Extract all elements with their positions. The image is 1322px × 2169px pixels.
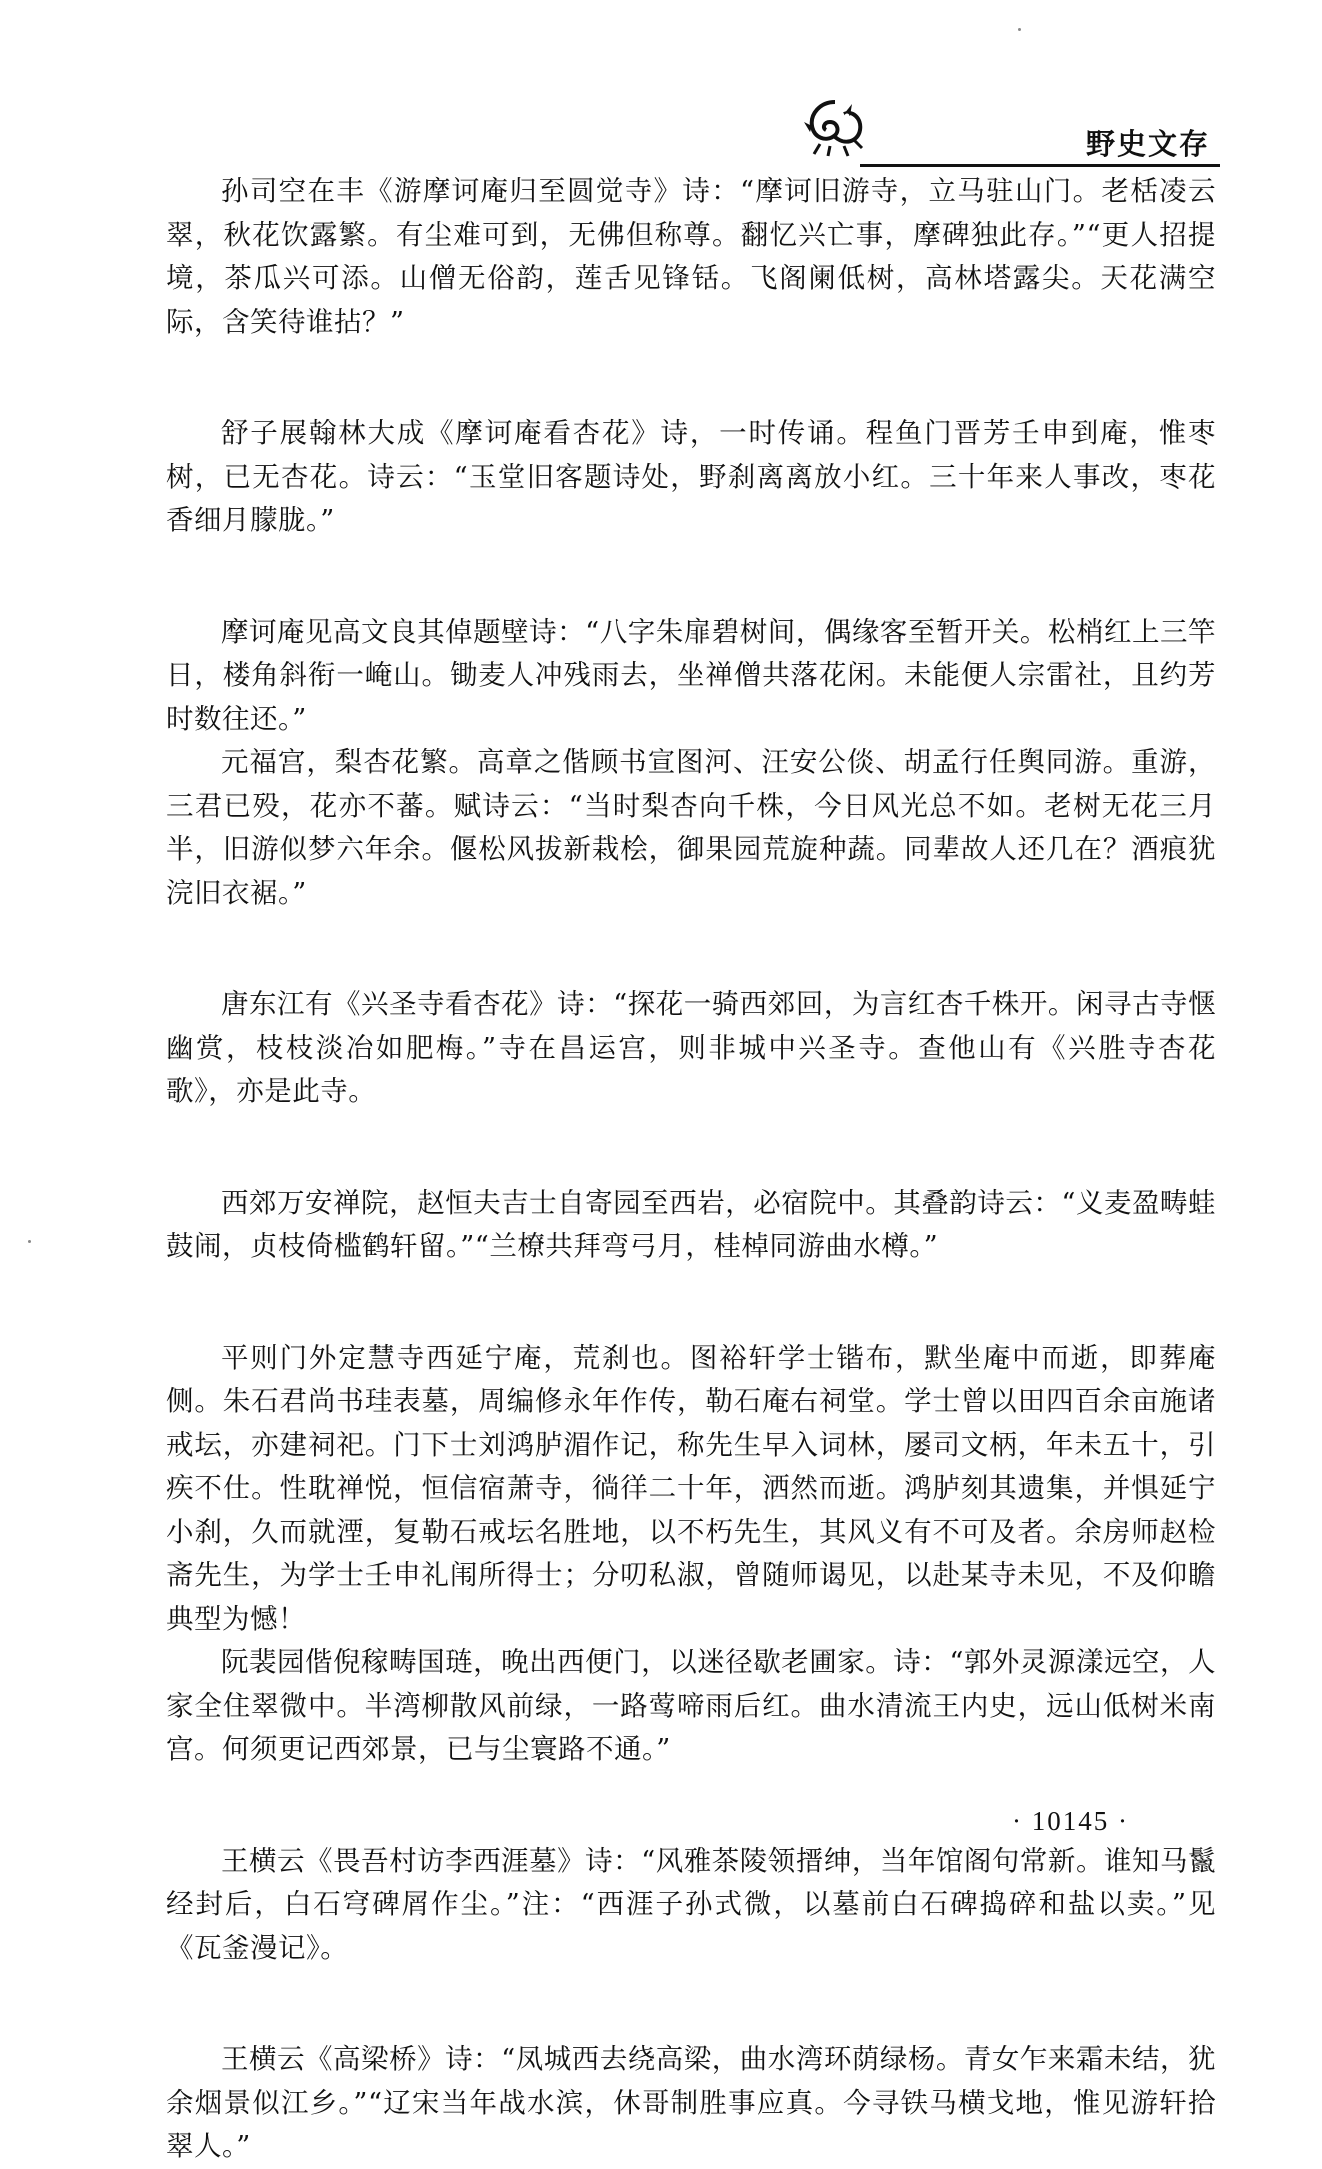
header-rule [860,164,1220,167]
paragraph: 元福宫，梨杏花繁。高章之偕顾书宣图河、汪安公倓、胡孟行任舆同游。重游，三君已殁，花亦不蕃。赋诗云：“当时梨杏向千株，今日风光总不如。老树无花三月半，旧游似梦六年余。偃松风拔新栽桧，御果园荒旋种蔬。同辈故人还几在？酒痕犹浣旧衣裾。” [166,746,1216,909]
main-text [166,170,1216,2169]
paragraph: 舒子展翰林大成《摩诃庵看杏花》诗，一时传诵。程鱼门晋芳壬申到庵，惟枣树，已无杏花。诗云：“玉堂旧客题诗处，野刹离离放小红。三十年来人事改，枣花香细月朦胧。” [166,417,1216,536]
scan-speck [28,1240,31,1243]
paragraph: 阮裴园偕倪稼畴国琏，晚出西便门，以迷径歇老圃家。诗：“郭外灵源漾远空，人家全住翠微中。半湾柳散风前绿，一路莺啼雨后红。曲水清流王内史，远山低树米南宫。何须更记西郊景，已与尘寰路不通。” [166,1646,1216,1765]
paragraph: 王横云《高梁桥》诗：“凤城西去绕高梁，曲水湾环荫绿杨。青女乍来霜未结，犹余烟景似江乡。”“辽宋当年战水滨，休哥制胜事应真。今寻铁马横戈地，惟见游轩拾翠人。” [166,2043,1216,2162]
paragraph: 西郊万安禅院，赵恒夫吉士自寄园至西岩，必宿院中。其叠韵诗云：“义麦盈畴蛙鼓闹，贞枝倚槛鹤轩留。”“兰橑共拜弯弓月，桂棹同游曲水樽。” [166,1186,1216,1262]
paragraph: 孙司空在丰《游摩诃庵归至圆觉寺》诗：“摩诃旧游寺，立马驻山门。老栝凌云翠，秋花饮露繁。有尘难可到，无佛但称尊。翻忆兴亡事，摩碑独此存。”“更人招提境，茶瓜兴可添。山僧无俗韵，莲舌见锋铦。飞阁阑低树，高林塔露尖。天花满空际，含笑待谁拈？” [166,175,1216,338]
dragon-emblem-icon [800,96,870,160]
page-number: · 10145 · [1012,1806,1129,1836]
paragraph: 平则门外定慧寺西延宁庵，荒刹也。图裕轩学士锴布，默坐庵中而逝，即葬庵侧。朱石君尚书珪表墓，周编修永年作传，勒石庵右祠堂。学士曾以田四百余亩施诸戒坛，亦建祠祀。门下士刘鸿胪湄作记，称先生早入词林，屡司文柄，年未五十，引疾不仕。性耽禅悦，恒信宿萧寺，徜徉二十年，洒然而逝。鸿胪刻其遗集，并惧延宁小刹，久而就湮，复勒石戒坛名胜地，以不朽先生，其风义有不可及者。余房师赵检斋先生，为学士壬申礼闱所得士；分叨私淑，曾随师谒见，以赴某寺未见，不及仰瞻典型为憾！ [166,1341,1216,1635]
header-title: 野史文存 [1085,127,1210,161]
running-header [800,92,1220,172]
paragraph: 摩诃庵见高文良其倬题壁诗：“八字朱扉碧树间，偶缘客至暂开关。松梢红上三竿日，楼角斜衔一崦山。锄麦人冲残雨去，坐禅僧共落花闲。未能便人宗雷社，且约芳时数往还。” [166,615,1216,735]
paragraph: 唐东江有《兴圣寺看杏花》诗：“探花一骑西郊回，为言红杏千株开。闲寻古寺惬幽赏，枝枝淡冶如肥梅。”寺在昌运宫，则非城中兴圣寺。查他山有《兴胜寺杏花歌》，亦是此寺。 [166,988,1216,1107]
scan-speck [1018,28,1021,31]
paragraph: 王横云《畏吾村访李西涯墓》诗：“风雅茶陵领搢绅，当年馆阁句常新。谁知马鬣经封后，白石穹碑屑作尘。”注：“西涯子孙式微，以墓前白石碑捣碎和盐以卖。”见《瓦釜漫记》。 [166,1844,1216,1964]
